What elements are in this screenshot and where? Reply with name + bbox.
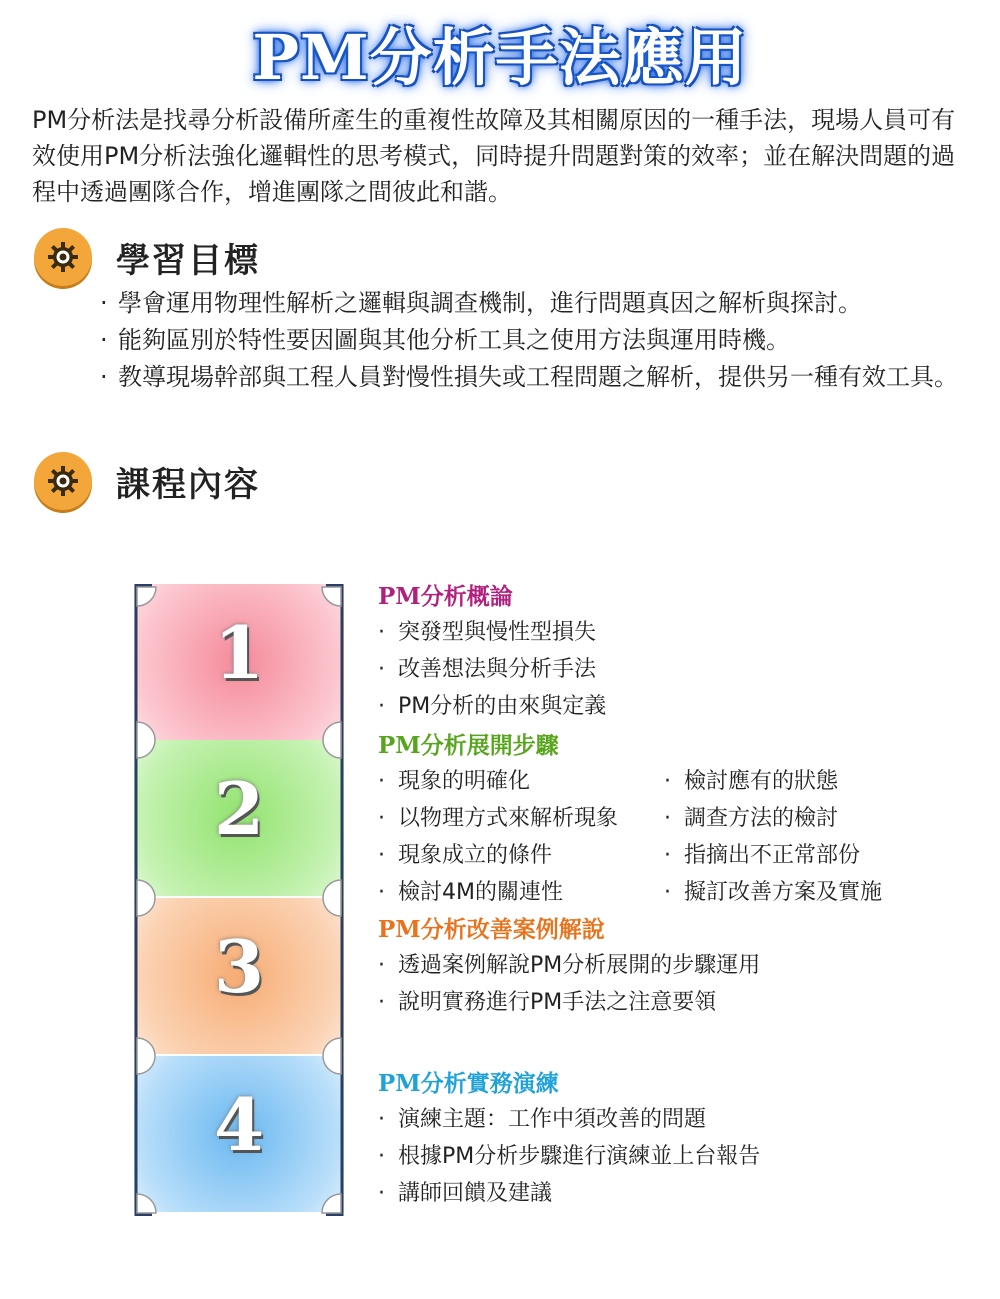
list-item: · 檢討應有的狀態 [664,769,839,794]
step-column [134,584,344,1216]
step-1-heading: PM分析概論 [378,583,513,610]
section-goals-header [34,228,260,286]
step-3-heading: PM分析改善案例解說 [378,916,605,943]
list-item: · 現象成立的條件 [378,843,553,868]
step-number: 4 [213,1082,265,1167]
list-item: · 講師回饋及建議 [378,1181,553,1206]
gear-icon [34,228,92,286]
list-item: · 演練主題：工作中須改善的問題 [378,1107,707,1132]
list-item: · 指摘出不正常部份 [664,843,861,868]
list-item: · 以物理方式來解析現象 [378,806,619,831]
section-course-title: 課程內容 [116,464,260,505]
list-item: · 擬訂改善方案及實施 [664,880,883,905]
step-3-block [378,913,760,1021]
list-item: · 透過案例解說PM分析展開的步驟運用 [378,953,761,978]
list-item: · 改善想法與分析手法 [378,657,597,682]
list-item: · 根據PM分析步驟進行演練並上台報告 [378,1144,761,1169]
section-goals-title: 學習目標 [116,240,260,281]
step-4-block [378,1067,760,1212]
list-item: · 突發型與慢性型損失 [378,620,597,645]
step-4-heading: PM分析實務演練 [378,1070,559,1097]
list-item: · PM分析的由來與定義 [378,694,607,719]
list-item: · 說明實務進行PM手法之注意要領 [378,990,717,1015]
list-item: · 調查方法的檢討 [664,806,839,831]
step-2-block [378,729,964,911]
step-1-block [378,580,606,725]
goal-item: · 能夠區別於特性要因圖與其他分析工具之使用方法與運用時機。 [96,322,976,359]
section-course-header [34,452,260,510]
list-item: · 現象的明確化 [378,769,531,794]
step-number: 3 [213,924,265,1009]
step-2-heading: PM分析展開步驟 [378,732,559,759]
step-frame [134,584,344,1216]
goal-item: · 學會運用物理性解析之邏輯與調查機制，進行問題真因之解析與探討。 [96,285,976,322]
gear-icon [34,452,92,510]
goal-item: · 教導現場幹部與工程人員對慢性損失或工程問題之解析，提供另一種有效工具。 [96,359,976,396]
step-number: 2 [213,766,265,851]
page-title: PM分析手法應用 [252,21,748,94]
step-number: 1 [213,610,265,695]
list-item: · 檢討4M的關連性 [378,880,563,905]
intro-paragraph: PM分析法是找尋分析設備所產生的重複性故障及其相關原因的一種手法，現場人員可有效使用PM分析法強化邏輯性的思考模式，同時提升問題對策的效率；並在解決問題的過程中透過團隊合作，增進團隊之間彼此和諧。 [32,106,956,206]
goals-list [96,285,976,396]
